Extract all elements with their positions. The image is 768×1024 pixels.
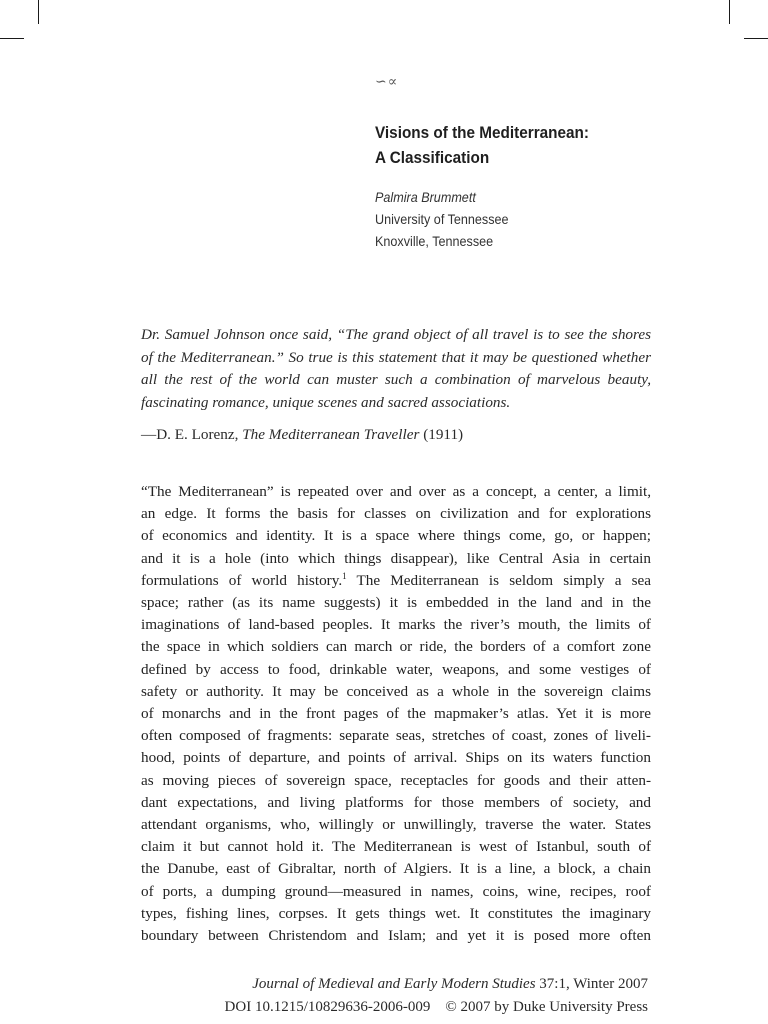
attribution-author: —D. E. Lorenz, [141,426,243,443]
crop-mark-right [744,38,768,39]
copyright: © 2007 by Duke University Press [445,999,648,1015]
page-footer [225,973,648,1019]
body-line: defined by access to food, drinkable water, weapons, and some vestiges of [141,660,651,678]
journal-citation [225,973,648,996]
attribution-work-title: The Mediterranean Traveller [242,426,420,443]
body-line: space; rather (as its name suggests) it is embedded in the land and in the [141,594,651,612]
title-line-2: A Classification [375,148,490,167]
attribution-year: (1911) [419,426,464,443]
author-block [375,186,509,252]
crop-mark-top-left [38,0,39,24]
crop-mark-left [0,38,24,39]
epigraph-quote: Dr. Samuel Johnson once said, “The grand object of all travel is to see the shores of the Mediterranean.” So true is this statement that it may be questioned whether all the rest of the world can muster such a combination of marvelous beauty, fascinating romance, unique scenes and sacred associations. [141,326,651,411]
body-line: attendant organisms, who, willingly or unwillingly, traverse the water. States [141,816,651,834]
body-line: an edge. It forms the basis for classes on civilization and for explorations [141,505,651,523]
author-location: Knoxville, Tennessee [375,233,494,249]
author-name: Palmira Brummett [375,189,476,205]
body-line: of economics and identity. It is a space where things come, go, or happen; [141,527,651,545]
body-paragraph [141,481,651,947]
body-line: boundary between Christendom and Islam; and yet it is posed more often [141,927,651,945]
body-line: as moving pieces of sovereign space, receptacles for goods and their atten- [141,771,651,789]
body-line: dant expectations, and living platforms for those members of society, and [141,793,651,811]
journal-issue: 37:1, Winter 2007 [535,976,648,992]
footnote-marker[interactable]: 1 [342,570,347,581]
body-line: claim it but cannot hold it. The Mediterranean is west of Istanbul, south of [141,838,651,856]
author-affiliation: University of Tennessee [375,211,509,227]
body-line: of monarchs and in the front pages of the mapmaker’s atlas. Yet it is more [141,705,651,723]
article-title [375,120,589,170]
body-line: the space in which soldiers can march or ride, the borders of a comfort zone [141,638,651,656]
title-line-1: Visions of the Mediterranean: [375,123,589,142]
body-line: the Danube, east of Gibraltar, north of Algiers. It is a line, a block, a chain [141,860,651,878]
body-line: often composed of fragments: separate seas, stretches of coast, zones of liveli- [141,727,651,745]
body-line: types, fishing lines, corpses. It gets things wet. It constitutes the imaginary [141,904,651,922]
body-line: and it is a hole (into which things disappear), like Central Asia in certain [141,549,651,567]
body-line-end: The Mediterranean is seldom simply a sea [346,571,651,589]
body-line [141,570,651,592]
crop-mark-top-right [729,0,730,24]
journal-name: Journal of Medieval and Early Modern Studies [252,976,536,992]
ornament-glyph: ∽∝ [375,75,399,90]
body-line: imaginations of land-based peoples. It marks the river’s mouth, the limits of [141,616,651,634]
body-line: safety or authority. It may be conceived as a whole in the sovereign claims [141,682,651,700]
doi-line [225,996,648,1019]
body-line: of ports, a dumping ground—measured in names, coins, wine, recipes, roof [141,882,651,900]
epigraph-attribution [141,424,463,446]
body-line: hood, points of departure, and points of arrival. Ships on its waters function [141,749,651,767]
body-line-start: formulations of world history. [141,571,343,589]
body-line: “The Mediterranean” is repeated over and over as a concept, a center, a limit, [141,483,651,500]
doi[interactable]: DOI 10.1215/10829636-2006-009 [224,999,431,1015]
